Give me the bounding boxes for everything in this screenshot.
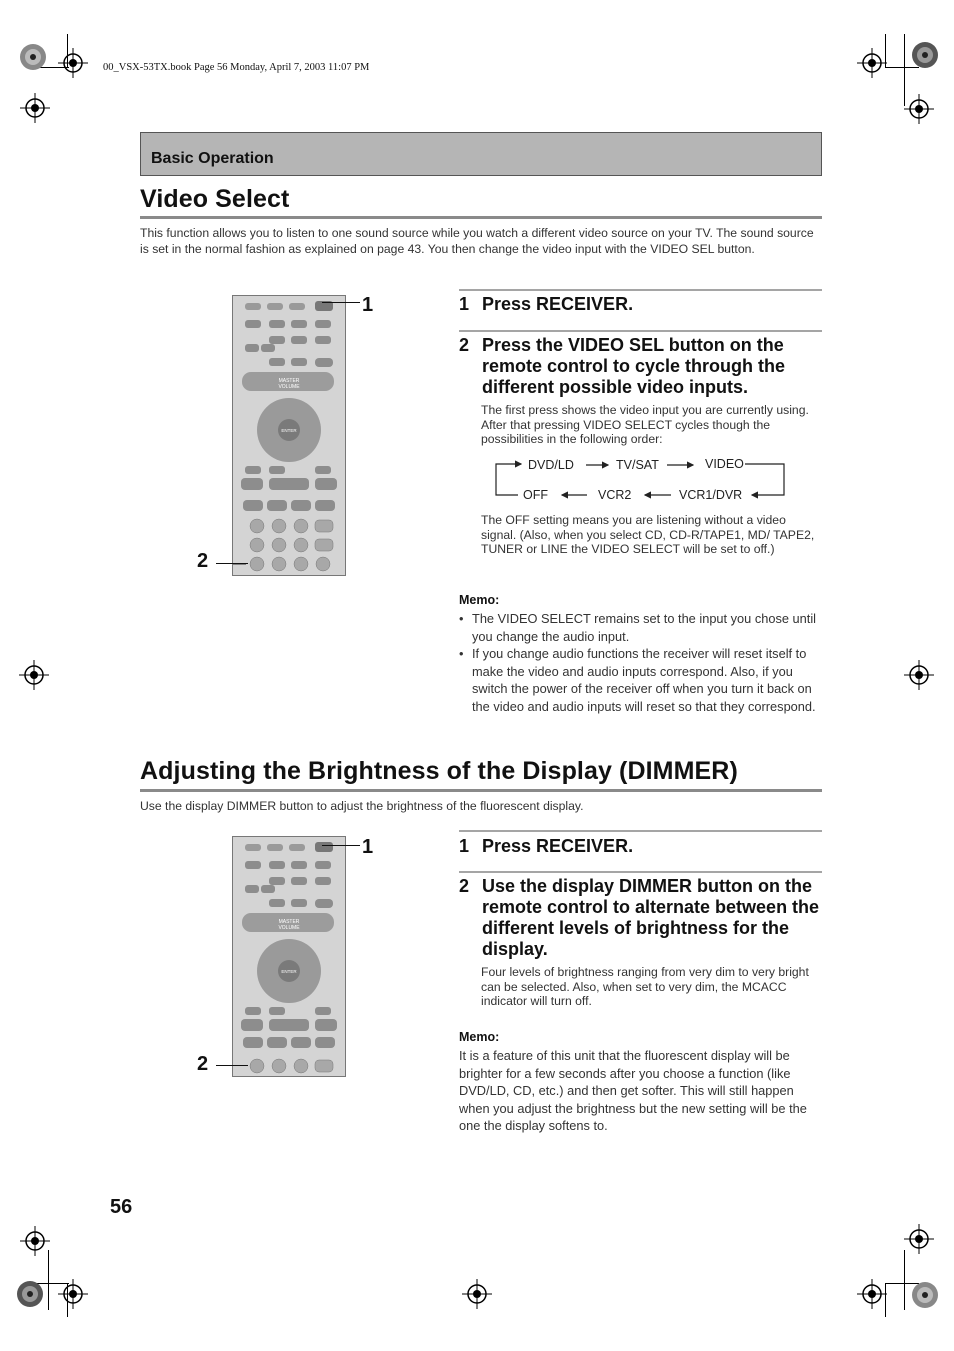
step-text: Use the display DIMMER button on the remote control to alternate between the different levels of brightness for the display. xyxy=(482,876,820,959)
step-text: Press RECEIVER. xyxy=(482,836,634,856)
step-number: 1 xyxy=(459,836,470,856)
registration-mark-icon xyxy=(904,1224,934,1254)
video-select-intro: This function allows you to listen to one sound source while you watch a different video source on your TV. The sound source is set in the normal fashion as explained on page 43. You then change the video input with the VIDEO SEL button. xyxy=(140,226,814,256)
title-rule xyxy=(140,216,822,219)
registration-mark-icon xyxy=(904,94,934,124)
section-header xyxy=(140,132,822,176)
memo-item: • If you change audio functions the receiver will reset itself to make the video and audio inputs correspond. Also, if you switch the power of the receiver off when you turn it back on the video and audio inputs will reset so that they correspond. xyxy=(459,645,824,715)
registration-mark-icon xyxy=(910,40,940,70)
step-rule xyxy=(459,871,822,873)
registration-mark-icon xyxy=(910,1280,940,1310)
svg-text:VOLUME: VOLUME xyxy=(278,925,300,931)
callout-line-2 xyxy=(216,1065,248,1066)
svg-text:VOLUME: VOLUME xyxy=(278,384,300,390)
step-text: Press the VIDEO SEL button on the remote control to cycle through the different possible video inputs. xyxy=(482,335,786,397)
step-1 xyxy=(459,294,824,316)
callout-2: 2 xyxy=(197,550,209,572)
registration-mark-icon xyxy=(20,93,50,123)
registration-mark-icon xyxy=(58,48,88,78)
file-info: 00_VSX-53TX.book Page 56 Monday, April 7, 2003 11:07 PM xyxy=(103,62,370,73)
step-rule xyxy=(459,830,822,832)
remote-control-illustration xyxy=(232,295,346,576)
callout-1: 1 xyxy=(362,294,374,316)
flow-item: TV/SAT xyxy=(616,458,659,472)
registration-mark-icon xyxy=(19,660,49,690)
step-rule xyxy=(459,330,822,332)
step-2 xyxy=(459,876,824,962)
svg-text:MASTER: MASTER xyxy=(278,378,300,384)
title-rule xyxy=(140,789,822,792)
registration-mark-icon xyxy=(18,42,48,72)
registration-mark-icon xyxy=(58,1279,88,1309)
off-note: The OFF setting means you are listening without a video signal. (Also, when you select CD, CD-R/TAPE1, MD/ TAPE2, TUNER or LINE the VIDEO SELECT will be set to off.) xyxy=(481,513,815,557)
dimmer-intro: Use the display DIMMER button to adjust the brightness of the fluorescent display. xyxy=(140,799,584,813)
callout-line-1 xyxy=(322,302,360,303)
remote-control-drawing xyxy=(233,296,346,576)
page-number: 56 xyxy=(110,1196,133,1218)
flow-item: VCR2 xyxy=(598,488,632,502)
callout-2: 2 xyxy=(197,1053,209,1075)
svg-text:MASTER: MASTER xyxy=(278,919,300,925)
svg-text:ENTER: ENTER xyxy=(281,428,297,433)
memo-text: It is a feature of this unit that the fluorescent display will be brighter for a few seconds after you choose a function (like DVD/LD, CD, etc.) and then get softer. This will still happen when you adjust the brightness but the new setting will be the one the display softens to. xyxy=(459,1048,807,1134)
step-number: 1 xyxy=(459,294,470,314)
step-2 xyxy=(459,335,824,401)
step-2-body: The first press shows the video input you are currently using. After that pressing VIDEO SELECT cycles though the possibilities in the following order: xyxy=(481,403,809,447)
memo-heading: Memo: xyxy=(459,593,500,607)
step-number: 2 xyxy=(459,876,470,896)
registration-mark-icon xyxy=(462,1279,492,1309)
step-1 xyxy=(459,836,824,858)
flow-item: OFF xyxy=(523,488,548,502)
remote-control-drawing xyxy=(233,837,346,1077)
video-input-cycle-diagram xyxy=(490,452,790,504)
callout-line-1 xyxy=(322,845,360,846)
callout-line-2 xyxy=(216,563,248,564)
flow-item: DVD/LD xyxy=(528,458,574,472)
step-number: 2 xyxy=(459,335,470,355)
step-2-body: Four levels of brightness ranging from very dim to very bright can be selected. Also, when set to very dim, the MCACC indicator will turn off. xyxy=(481,965,809,1009)
registration-mark-icon xyxy=(904,660,934,690)
step-rule xyxy=(459,289,822,291)
flow-item: VCR1/DVR xyxy=(679,488,743,502)
memo-heading: Memo: xyxy=(459,1030,500,1044)
registration-mark-icon xyxy=(15,1279,45,1309)
step-text: Press RECEIVER. xyxy=(482,294,634,314)
registration-mark-icon xyxy=(857,48,887,78)
remote-control-illustration xyxy=(232,836,346,1077)
registration-mark-icon xyxy=(20,1226,50,1256)
callout-1: 1 xyxy=(362,836,374,858)
section-title: Basic Operation xyxy=(151,150,274,167)
memo-item: • The VIDEO SELECT remains set to the input you chose until you change the audio input. xyxy=(459,610,824,645)
dimmer-title: Adjusting the Brightness of the Display (DIMMER) xyxy=(140,757,738,785)
video-select-title: Video Select xyxy=(140,185,290,213)
memo-list xyxy=(459,610,824,716)
flow-item: VIDEO xyxy=(705,457,744,471)
svg-text:ENTER: ENTER xyxy=(281,969,297,974)
registration-mark-icon xyxy=(857,1279,887,1309)
